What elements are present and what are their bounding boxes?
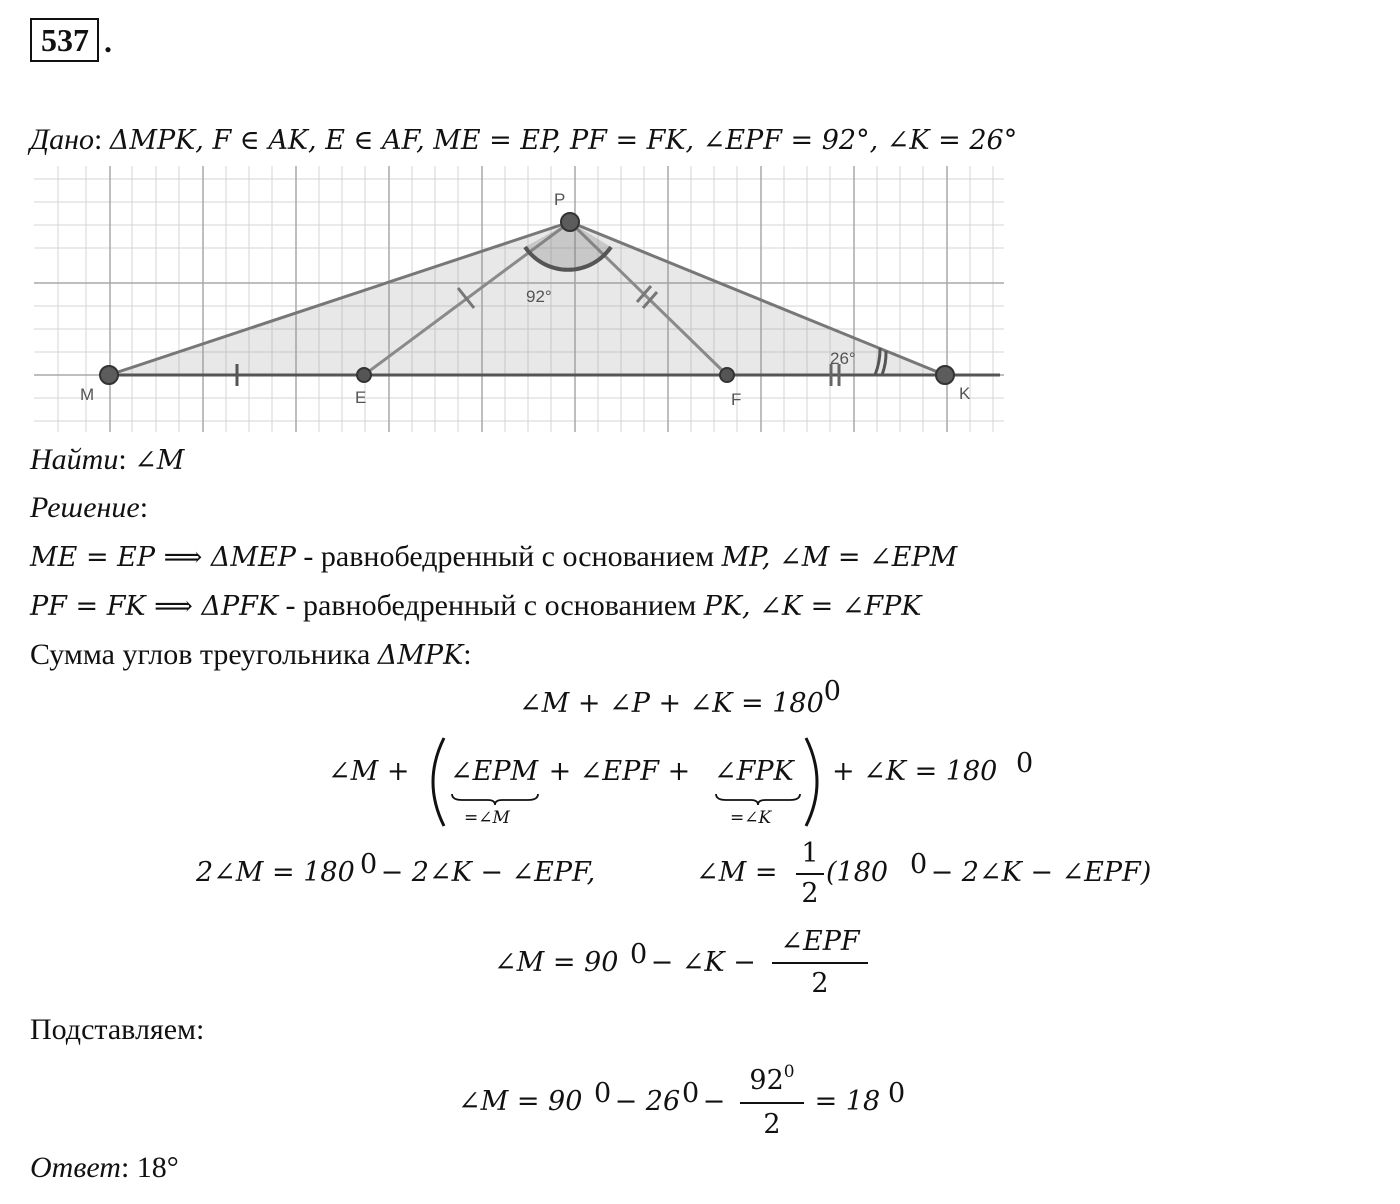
angle-k-label: 26° [830, 349, 856, 368]
solution-line-1 [30, 537, 957, 578]
eq3-fraction [796, 835, 824, 913]
eq2-d: ∠FPK [714, 756, 794, 787]
triangle-figure [34, 166, 1004, 432]
angle-p-label: 92° [526, 287, 552, 306]
find-line: Найти: ∠M [30, 443, 185, 476]
eq5-num-sup: 0 [783, 1062, 795, 1082]
label-f: F [731, 390, 742, 409]
answer-label: Ответ [30, 1151, 121, 1184]
eq3-left: 2∠M = 180 [196, 857, 355, 888]
eq2-a: ∠M + [328, 756, 410, 787]
line1-math2: MP, ∠M = ∠EPM [721, 542, 958, 573]
eq3-num: 1 [796, 835, 824, 875]
eq2-b: ∠EPM [450, 756, 539, 787]
eq5-a: ∠M = 90 [458, 1086, 583, 1117]
eq2-e: + ∠K = 180 [832, 756, 998, 787]
eq5-fraction [740, 1060, 804, 1146]
line3-math: ΔMPK [377, 640, 464, 671]
solution-line-3 [30, 635, 472, 676]
label-p: P [554, 190, 566, 209]
point-k [936, 366, 954, 384]
eq5-d: = 18 [806, 1086, 881, 1117]
eq3-right-a: ∠M = [696, 857, 787, 888]
line2-math1: PF = FK ⟹ ΔPFK [30, 591, 279, 622]
open-paren [420, 736, 450, 828]
answer-line: Ответ: 18° [30, 1151, 179, 1184]
line2-math2: PK, ∠K = ∠FPK [703, 591, 922, 622]
eq1-left: ∠M + ∠P + ∠K = 180 [519, 688, 824, 719]
eq4-num: ∠EPF [772, 922, 868, 964]
line2-text: - равнобедренный с основанием [278, 589, 704, 622]
eq4-den: 2 [811, 968, 829, 999]
close-paren [800, 736, 830, 828]
line1-text: - равнобедренный с основанием [295, 540, 722, 573]
equation-1 [0, 676, 1380, 724]
given-line: Дано: ΔMPK, F ∈ AK, E ∈ AF, ME = EP, PF = FK, ∠EPF = 92°, ∠K = 26° [30, 123, 1018, 156]
eq5-c: − [694, 1086, 734, 1117]
line1-math1: ME = EP ⟹ ΔMEP [30, 542, 296, 573]
substitute-label: Подставляем: [30, 1013, 205, 1046]
given-label: Дано [30, 123, 94, 156]
solution-heading: Решение: [30, 491, 149, 524]
eq2-d-under: =∠K [730, 808, 772, 828]
eq4-b: − ∠K − [642, 947, 765, 978]
eq5-num-wrap [740, 1060, 804, 1104]
problem-number-dot: . [104, 23, 112, 59]
find-label: Найти [30, 443, 119, 476]
eq3-right-c: − 2∠K − ∠EPF) [922, 857, 1152, 888]
eq2-b-under: =∠M [464, 808, 510, 828]
point-m [100, 366, 118, 384]
label-e: E [355, 388, 367, 407]
eq5-num: 92 [749, 1065, 784, 1096]
find-text: ∠M [134, 445, 185, 476]
label-m: M [80, 385, 95, 404]
eq2-c: + ∠EPF + [540, 756, 699, 787]
point-e [357, 368, 371, 382]
given-text: ΔMPK, F ∈ AK, E ∈ AF, ME = EP, PF = FK, ∠EPF = 92°, ∠K = 26° [109, 125, 1018, 156]
solution-line-2 [30, 586, 921, 627]
line3-text: Сумма углов треугольника [30, 638, 378, 671]
answer-value: 18° [136, 1151, 179, 1184]
label-k: K [959, 384, 971, 403]
eq5-b: − 26 [606, 1086, 681, 1117]
eq5-den: 2 [763, 1109, 781, 1140]
line3-colon: : [463, 638, 472, 671]
underbrace-2 [714, 792, 802, 806]
solution-label: Решение [30, 491, 140, 524]
problem-number: 537 [30, 18, 99, 62]
eq3-left-mid: − 2∠K − ∠EPF, [372, 857, 596, 888]
eq3-right-b: (180 [826, 857, 889, 888]
eq3-den: 2 [801, 878, 819, 909]
eq4-fraction [772, 922, 868, 1004]
eq1-sup: 0 [823, 676, 841, 707]
underbrace-1 [450, 792, 540, 806]
point-p [561, 213, 579, 231]
eq4-a: ∠M = 90 [494, 947, 619, 978]
point-f [720, 368, 734, 382]
